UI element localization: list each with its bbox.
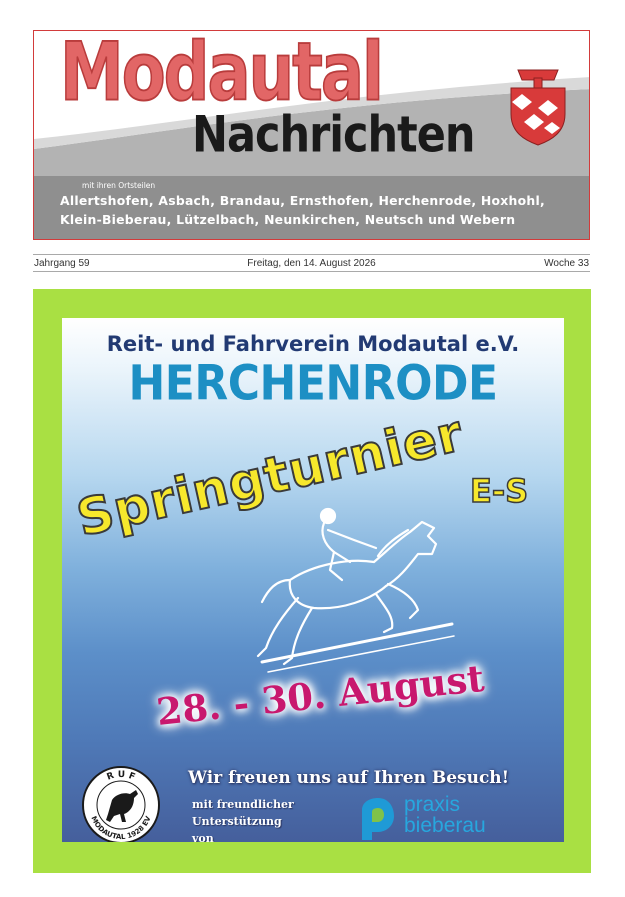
poster-support-line-2: Unterstützung: [192, 815, 282, 828]
sponsor-logo: [352, 794, 542, 842]
issue-date: Freitag, den 14. August 2026: [247, 258, 376, 269]
masthead: [33, 30, 590, 240]
ortsteile-list-line-2: Klein-Bieberau, Lützelbach, Neunkirchen, Neutsch und Webern: [60, 212, 516, 227]
coat-of-arms-icon: [508, 68, 568, 146]
ruf-logo-top-text: R U F: [105, 769, 137, 783]
poster-frame: [33, 289, 591, 873]
poster-support-line-1: mit freundlicher: [192, 798, 294, 811]
masthead-title: Modautal: [60, 30, 382, 120]
ruf-logo-bottom-text: MODAUTAL 1928 EV: [89, 814, 153, 842]
poster-town: HERCHENRODE: [128, 355, 498, 412]
issue-week: Woche 33: [544, 258, 589, 269]
ruf-club-logo: [80, 764, 162, 842]
issue-info-bar: [33, 254, 590, 272]
ortsteile-list-line-1: Allertshofen, Asbach, Brandau, Ernsthofen, Herchenrode, Hoxhohl,: [60, 193, 545, 208]
sponsor-name-line-1: praxis: [404, 793, 461, 816]
poster-level: E-S: [470, 472, 529, 510]
masthead-subtitle: Nachrichten: [192, 106, 475, 164]
sponsor-p-icon: [352, 796, 398, 842]
sponsor-name-line-2: bieberau: [404, 814, 486, 837]
poster-event-text: Springturnier: [71, 403, 469, 548]
issue-volume: Jahrgang 59: [34, 258, 90, 269]
ortsteile-label: mit ihren Ortsteilen: [82, 181, 156, 190]
poster-dates: 28. - 30. August: [154, 655, 487, 734]
event-poster: [62, 318, 564, 842]
poster-support-line-3: von: [192, 832, 214, 842]
poster-club-name: Reit- und Fahrverein Modautal e.V.: [106, 332, 520, 356]
poster-welcome: Wir freuen uns auf Ihren Besuch!: [188, 768, 510, 788]
